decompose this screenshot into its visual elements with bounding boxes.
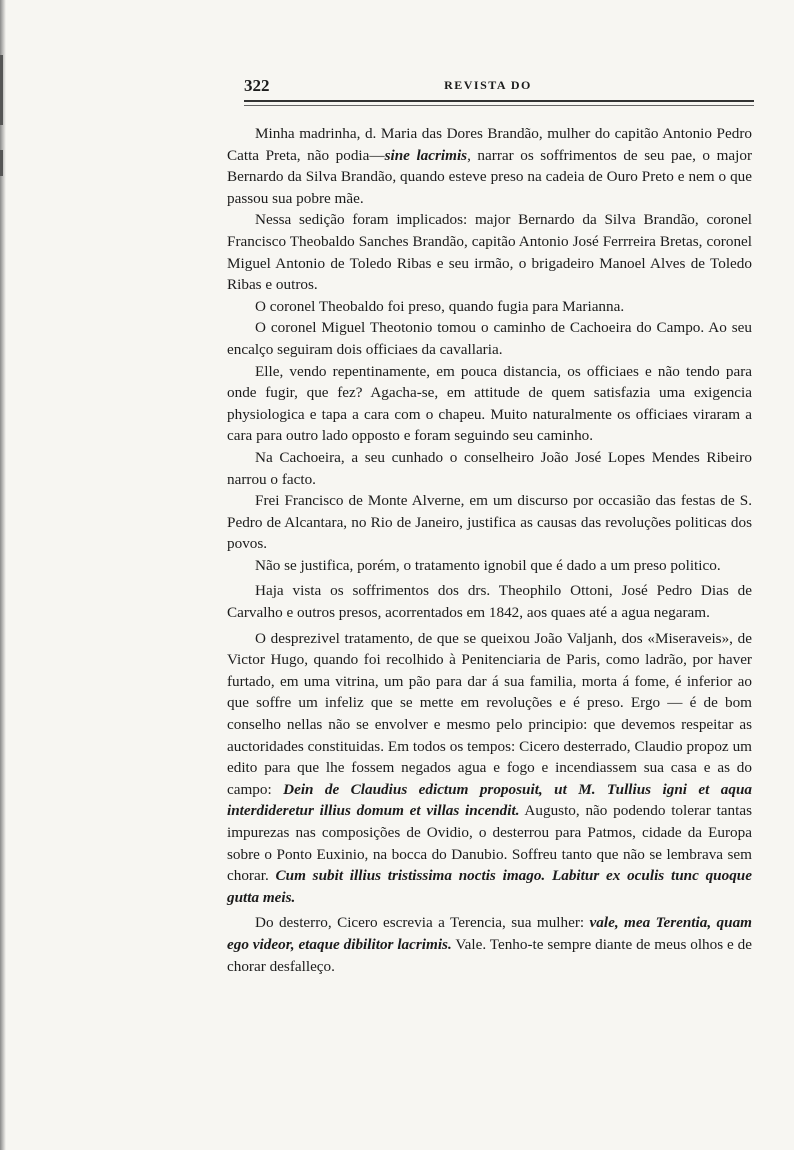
paragraph	[227, 447, 752, 490]
text-run: Haja vista os soffrimentos dos drs. Theophilo Ottoni, José Pedro Dias de Carvalho e outros presos, acorrentados em 1842, aos quaes até a agua negaram.	[227, 582, 752, 622]
paragraph	[227, 555, 752, 577]
text-run: Elle, vendo repentinamente, em pouca distancia, os officiaes e não tendo para onde fugir, que fez? Agacha-se, em attitude de quem satisfazia uma exigencia physiologica e tapa a cara com o chapeu. Muito naturalmente os officiaes viraram a cara para outro lado opposto e foram seguindo seu caminho.	[227, 362, 752, 445]
latin-quote: Cum subit illius tristissima noctis imago. Labitur ex oculis tunc quoque gutta meis.	[227, 867, 752, 906]
paragraph	[227, 490, 752, 555]
text-run: O desprezivel tratamento, de que se queixou João Valjanh, dos «Miseraveis», de Victor Hugo, quando foi recolhido à Penitenciaria de Paris, como ladrão, por haver furtado, em uma vitrina, um pão para dar á sua familia, morta á fome, é inferior ao que soffre um infeliz que se mette em revoluções e é preso. Ergo — é de bom conselho nellas não se envolver e mesmo pelo principio: que devemos respeitar as auctoridades constituidas. Em todos os tempos: Cicero desterrado, Claudio propoz um edito para que lhe fossem negados agua e fogo e incendiassem sua casa e as do campo:	[227, 629, 752, 798]
paragraph	[227, 296, 752, 318]
paragraph	[227, 628, 752, 909]
text-run: O coronel Theobaldo foi preso, quando fugia para Marianna.	[255, 297, 625, 315]
latin-quote: sine lacrimis	[384, 146, 468, 164]
page-number: 322	[244, 76, 270, 95]
paragraph	[227, 361, 752, 447]
latin-quote: vale, mea Terentia, quam ego videor, etaque dibilitor lacrimis.	[227, 914, 752, 953]
paragraph	[227, 123, 752, 209]
text-run: Minha madrinha, d. Maria das Dores Brandão, mulher do capitão Antonio Pedro Catta Preta, não podia—	[227, 125, 752, 164]
body-text	[227, 123, 752, 977]
text-run: O coronel Miguel Theotonio tomou o caminho de Cachoeira do Campo. Ao seu encalço seguiram dois officiaes da cavallaria.	[227, 319, 752, 358]
paragraph	[227, 912, 752, 977]
header-rule	[244, 100, 754, 106]
text-run: Do desterro, Cicero escrevia a Terencia, sua mulher:	[255, 914, 590, 932]
text-run: Nessa sedição foram implicados: major Bernardo da Silva Brandão, coronel Francisco Theobaldo Sanches Brandão, capitão Antonio José Ferrreira Bretas, coronel Miguel Antonio de Toledo Ribas e seu irmão, o brigadeiro Manoel Alves de Toledo Ribas e outros.	[227, 211, 752, 294]
text-run: Na Cachoeira, a seu cunhado o conselheiro João José Lopes Mendes Ribeiro narrou o facto.	[227, 448, 752, 488]
page-header	[222, 72, 754, 98]
paragraph	[227, 317, 752, 360]
paragraph	[227, 580, 752, 623]
text-run: Augusto, não podendo tolerar tantas impurezas nas composições de Ovidio, o desterrou para Patmos, cidade da Europa sobre o Ponto Euxinio, na bocca do Danubio. Soffreu tanto que não se lembrava sem chorar.	[227, 802, 753, 885]
text-run: Não se justifica, porém, o tratamento ignobil que é dado a um preso politico.	[255, 556, 721, 574]
binding-mark	[0, 150, 3, 176]
text-run: , narrar os soffrimentos de seu pae, o major Bernardo da Silva Brandão, quando esteve preso na cadeia de Ouro Preto e nem o que passou sua pobre mãe.	[227, 146, 752, 207]
binding-mark	[0, 55, 3, 125]
text-run: Frei Francisco de Monte Alverne, em um discurso por occasião das festas de S. Pedro de Alcantara, no Rio de Janeiro, justifica as causas das revoluções politicas dos povos.	[227, 492, 752, 553]
running-head: REVISTA DO	[444, 78, 532, 92]
book-page	[222, 72, 754, 975]
latin-quote: Dein de Claudius edictum proposuit, ut M. Tullius igni et aqua interdideretur illius domum et villas incendit.	[227, 780, 753, 820]
paragraph	[227, 209, 752, 295]
text-run: Vale. Tenho-te sempre diante de meus olhos e de chorar desfalleço.	[227, 935, 752, 975]
